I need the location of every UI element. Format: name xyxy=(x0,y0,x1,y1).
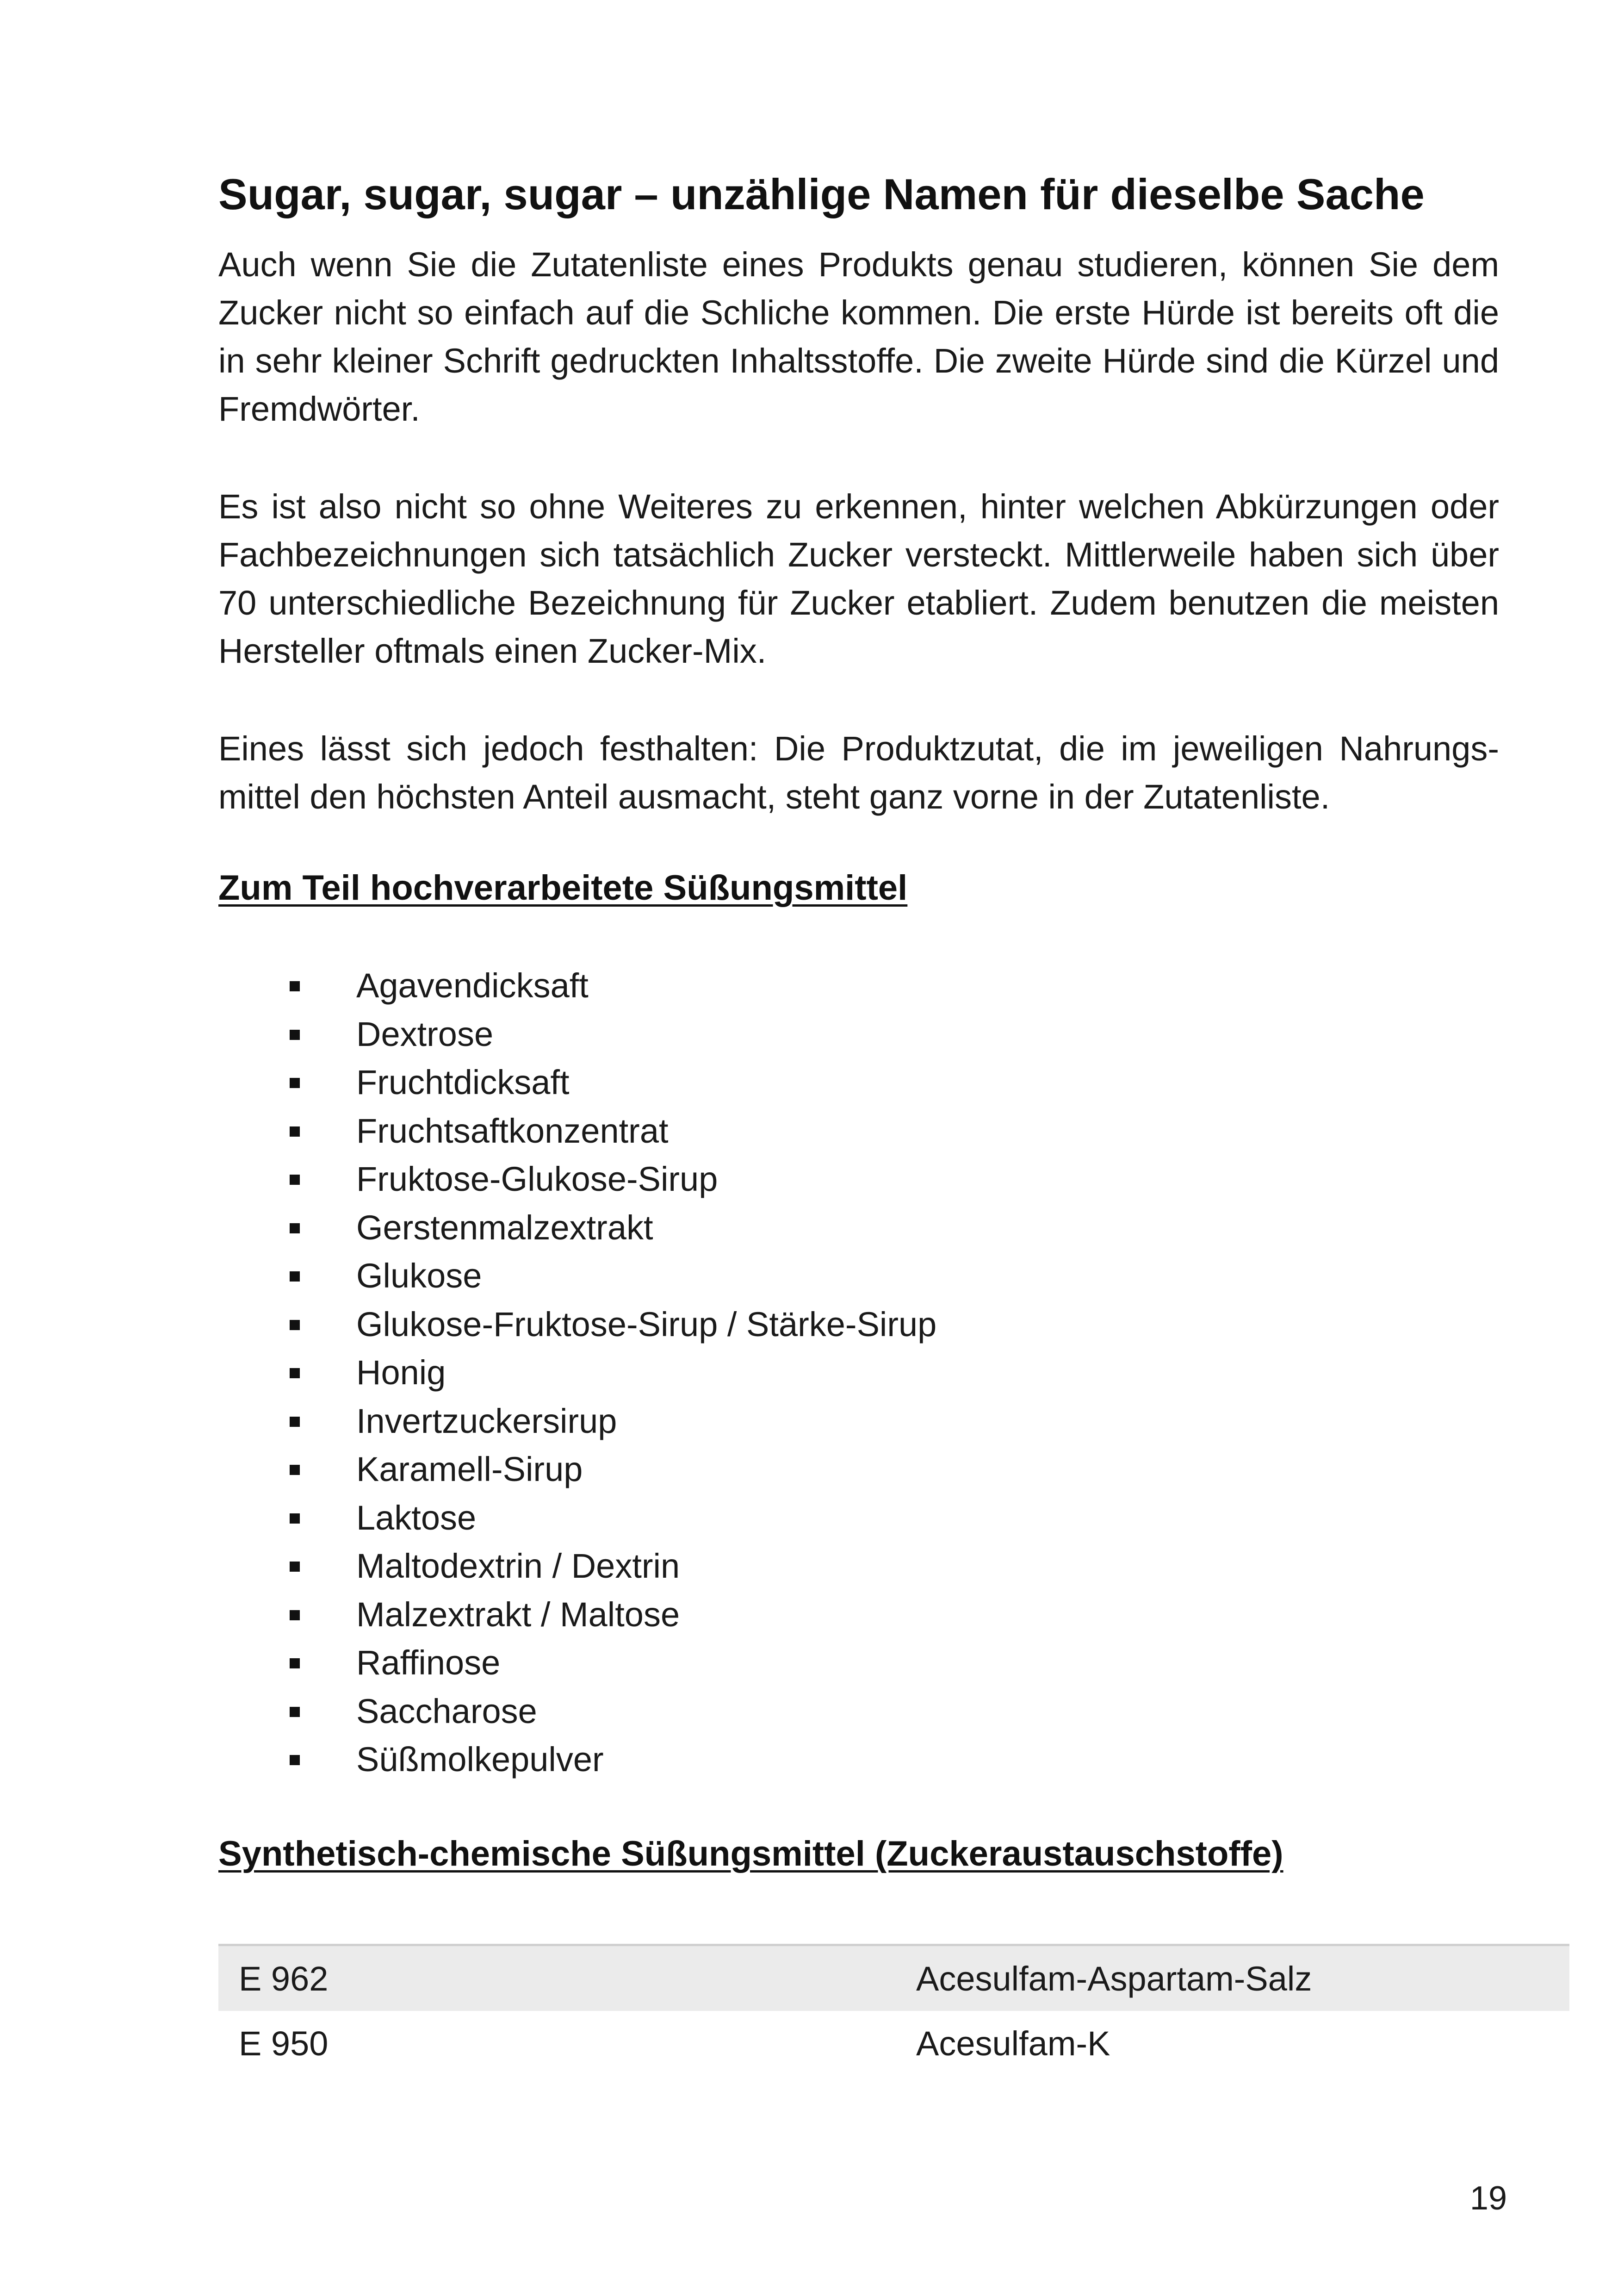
list-item xyxy=(287,1010,936,1059)
list-item xyxy=(287,1639,936,1687)
list-item xyxy=(287,1494,936,1543)
square-bullet-icon xyxy=(290,1562,300,1572)
section-heading-synthetic-sweeteners: Synthetisch-chemische Süßungsmittel (Zuckeraustauschstoffe) xyxy=(218,1834,1283,1873)
list-item-label: Glukose xyxy=(356,1257,482,1295)
list-item-label: Gerstenmalzextrakt xyxy=(356,1208,653,1247)
list-item xyxy=(287,1349,936,1397)
square-bullet-icon xyxy=(290,1175,300,1185)
sweetener-name-cell: Acesulfam-Aspartam-Salz xyxy=(896,1945,1569,2011)
list-item xyxy=(287,1204,936,1252)
sweetener-list xyxy=(287,962,936,1784)
list-item-label: Laktose xyxy=(356,1498,477,1537)
e-number-table xyxy=(218,1944,1569,2076)
table-row xyxy=(218,1945,1569,2011)
paragraph-3: Eines lässt sich jedoch festhalten: Die Produktzutat, die im jeweiligen Nahrungsmittel den höchsten Anteil ausmacht, steht ganz vorne in der Zutatenliste. xyxy=(218,729,1499,816)
list-item-label: Saccharose xyxy=(356,1692,537,1730)
square-bullet-icon xyxy=(290,1513,300,1524)
square-bullet-icon xyxy=(290,1755,300,1765)
square-bullet-icon xyxy=(290,1610,300,1620)
section-heading-sweeteners: Zum Teil hochverarbeitete Süßungsmittel xyxy=(218,868,908,908)
list-item-label: Süßmolkepulver xyxy=(356,1740,604,1779)
list-item xyxy=(287,1687,936,1736)
table-row xyxy=(218,2011,1569,2076)
square-bullet-icon xyxy=(290,1126,300,1137)
list-item-label: Glukose-Fruktose-Sirup / Stärke-Sirup xyxy=(356,1305,937,1344)
e-number-cell: E 950 xyxy=(239,2024,329,2063)
sweetener-name-cell: Acesulfam-K xyxy=(916,2024,1110,2063)
square-bullet-icon xyxy=(290,1078,300,1088)
list-item-label: Fruchtsaftkonzentrat xyxy=(356,1111,669,1150)
square-bullet-icon xyxy=(290,981,300,991)
list-item xyxy=(287,1445,936,1494)
square-bullet-icon xyxy=(290,1465,300,1475)
list-item-label: Maltodextrin / Dextrin xyxy=(356,1547,680,1585)
list-item xyxy=(287,1107,936,1156)
list-item-label: Malzextrakt / Maltose xyxy=(356,1595,680,1634)
list-item xyxy=(287,1542,936,1591)
square-bullet-icon xyxy=(290,1658,300,1668)
list-item xyxy=(287,1300,936,1349)
list-item xyxy=(287,962,936,1010)
square-bullet-icon xyxy=(290,1368,300,1378)
square-bullet-icon xyxy=(290,1707,300,1717)
square-bullet-icon xyxy=(290,1271,300,1282)
list-item xyxy=(287,1397,936,1446)
list-item xyxy=(287,1736,936,1784)
square-bullet-icon xyxy=(290,1417,300,1427)
list-item xyxy=(287,1155,936,1204)
paragraph-1: Auch wenn Sie die Zutatenliste eines Produkts genau studieren, können Sie dem Zucker nicht so einfach auf die Schliche kommen. Die erste Hürde ist bereits oft die in sehr kleiner Schrift gedruckten Inhaltsstoffe. Die zweite Hürde sind die Kürzel und Fremdwörter. xyxy=(218,245,1499,428)
square-bullet-icon xyxy=(290,1223,300,1233)
list-item xyxy=(287,1252,936,1300)
list-item-label: Agavendicksaft xyxy=(356,966,589,1005)
list-item-label: Dextrose xyxy=(356,1014,494,1053)
square-bullet-icon xyxy=(290,1320,300,1330)
list-item-label: Fruktose-Glukose-Sirup xyxy=(356,1160,718,1198)
list-item xyxy=(287,1058,936,1107)
list-item-label: Honig xyxy=(356,1353,446,1392)
paragraph-2: Es ist also nicht so ohne Weiteres zu erkennen, hinter welchen Abkürzungen oder Fachbezeichnungen sich tatsächlich Zucker versteckt. Mittlerweile haben sich über 70 unterschiedliche Bezeichnung für Zucker etabliert. Zudem benutzen die meisten Hersteller oftmals einen Zucker-Mix. xyxy=(218,487,1499,670)
list-item xyxy=(287,1591,936,1639)
e-number-cell: E 962 xyxy=(218,1945,896,2011)
page-number: 19 xyxy=(1469,2180,1507,2217)
list-item-label: Raffinose xyxy=(356,1643,501,1682)
page-title: Sugar, sugar, sugar – unzählige Namen für dieselbe Sache xyxy=(218,170,1425,218)
square-bullet-icon xyxy=(290,1030,300,1040)
list-item-label: Invertzuckersirup xyxy=(356,1401,617,1440)
list-item-label: Karamell-Sirup xyxy=(356,1450,583,1488)
list-item-label: Fruchtdicksaft xyxy=(356,1063,570,1101)
